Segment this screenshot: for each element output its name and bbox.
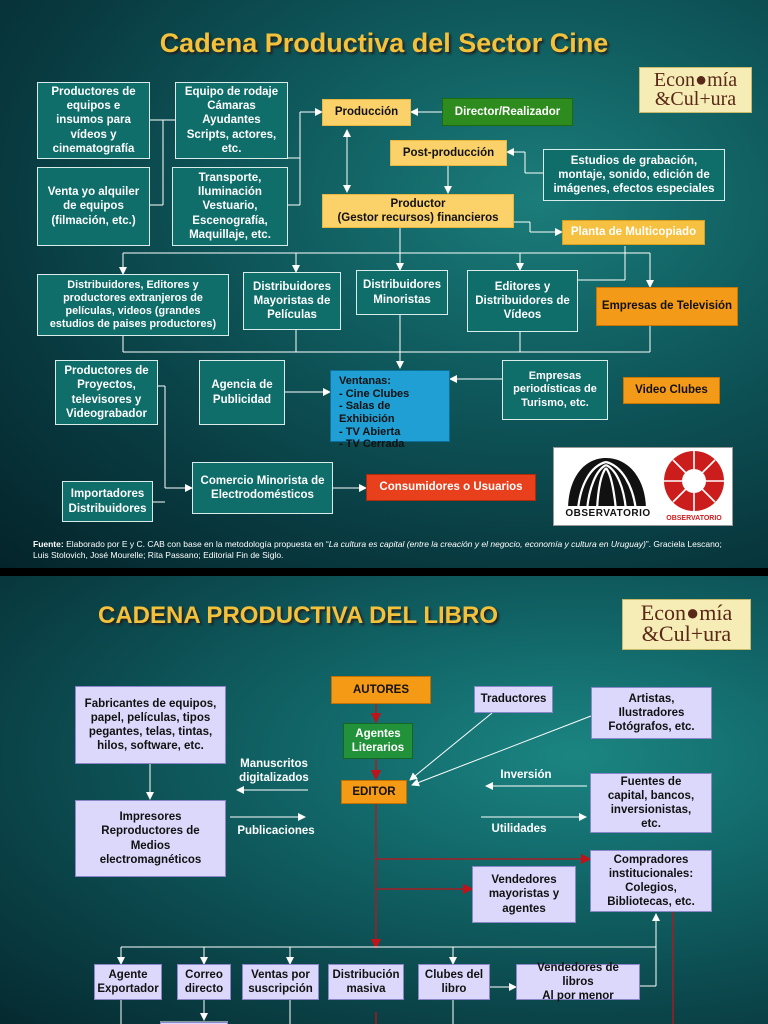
- box-autores: AUTORES: [331, 676, 431, 704]
- box-importadores: Importadores Distribuidores: [62, 481, 153, 522]
- box-director: Director/Realizador: [442, 98, 573, 126]
- box-empresas-television: Empresas de Televisión: [596, 287, 738, 326]
- box-distribucion-masiva: Distribución masiva: [328, 964, 404, 1000]
- label-publicaciones: Publicaciones: [237, 825, 315, 837]
- box-produccion: Producción: [322, 99, 411, 126]
- economia-cultura-logo: Econ●mía &Cul+ura: [639, 67, 752, 113]
- box-video-clubes: Video Clubes: [623, 377, 720, 404]
- box-ventas-suscripcion: Ventas por suscripción: [242, 964, 319, 1000]
- label-utilidades: Utilidades: [491, 823, 547, 835]
- box-agencia-publicidad: Agencia de Publicidad: [199, 360, 285, 425]
- box-venta-alquiler: Venta yo alquiler de equipos (filmación, etc.): [37, 167, 150, 246]
- observatorio-text-2: OBSERVATORIO: [666, 515, 722, 522]
- box-distribuidores-mayoristas: Distribuidores Mayoristas de Películas: [243, 272, 341, 330]
- observatorio-text: OBSERVATORIO: [565, 508, 651, 519]
- box-fabricantes: Fabricantes de equipos, papel, películas, tipos pegantes, telas, tintas, hilos, software, etc.: [75, 686, 226, 764]
- box-post-produccion: Post-producción: [390, 140, 507, 166]
- box-traductores: Traductores: [474, 686, 553, 713]
- label-inversion: Inversión: [500, 769, 552, 781]
- box-impresores: Impresores Reproductores de Medios electromagnéticos: [75, 800, 226, 877]
- page-title: Cadena Productiva del Sector Cine: [159, 28, 609, 58]
- box-consumidores: Consumidores o Usuarios: [366, 474, 536, 501]
- box-transporte: Transporte, Iluminación Vestuario, Escenografía, Maquillaje, etc.: [172, 167, 288, 246]
- observatorio-emblem-icon: [554, 448, 732, 525]
- box-correo-directo: Correo directo: [177, 964, 231, 1000]
- box-agente-exportador: Agente Exportador: [94, 964, 162, 1000]
- source-note: Fuente: Elaborado por E y C. CAB con base en la metodología propuesta en “La cultura es capital (entre la creación y el negocio, economía y cultura en Uruguay)”. Graciela Lescano; Luis Stolovich, José Mourelle; Rita Passano; Editorial Fin de Siglo.: [33, 539, 722, 561]
- box-vendedores-mayoristas: Vendedores mayoristas y agentes: [472, 866, 576, 923]
- economia-cultura-logo-2: Econ●mía &Cul+ura: [622, 599, 751, 650]
- box-vendedores-libros: Vendedores de libros Al por menor: [516, 964, 640, 1000]
- box-planta-multicopiado: Planta de Multicopiado: [562, 220, 705, 245]
- box-comercio-minorista: Comercio Minorista de Electrodomésticos: [192, 462, 333, 514]
- box-productores-proyectos: Productores de Proyectos, televisores y Videograbador: [55, 360, 158, 425]
- box-artistas: Artistas, Ilustradores Fotógrafos, etc.: [591, 687, 712, 739]
- box-compradores: Compradores institucionales: Colegios, Bibliotecas, etc.: [590, 850, 712, 912]
- box-editores-videos: Editores y Distribuidores de Vídeos: [467, 270, 578, 332]
- slide2-title: CADENA PRODUCTIVA DEL LIBRO: [97, 602, 498, 629]
- box-estudios: Estudios de grabación, montaje, sonido, edición de imágenes, efectos especiales: [543, 149, 725, 201]
- box-distribuidores-minoristas: Distribuidores Minoristas: [356, 270, 448, 315]
- box-agentes-literarios: Agentes Literarios: [343, 723, 413, 759]
- observatorio-logo: [553, 447, 733, 526]
- box-equipo-rodaje: Equipo de rodaje Cámaras Ayudantes Scripts, actores, etc.: [175, 82, 288, 159]
- box-distribuidores-extranjeros: Distribuidores, Editores y productores extranjeros de películas, videos (grandes estudios de paises productores): [37, 274, 229, 336]
- box-productores-equipos: Productores de equipos e insumos para vídeos y cinematografía: [37, 82, 150, 159]
- label-manuscritos: Manuscritos digitalizados: [239, 758, 309, 785]
- box-clubes-libro: Clubes del libro: [418, 964, 490, 1000]
- slide-separator: [0, 568, 768, 576]
- box-empresas-turismo: Empresas periodísticas de Turismo, etc.: [502, 360, 608, 420]
- slide-libro: [0, 576, 768, 1024]
- box-ventanas: Ventanas: - Cine Clubes - Salas de Exhibición - TV Abierta - TV Cerrada: [330, 370, 450, 442]
- box-productor: Productor (Gestor recursos) financieros: [322, 194, 514, 228]
- box-fuentes-capital: Fuentes de capital, bancos, inversionistas, etc.: [590, 773, 712, 833]
- box-editor: EDITOR: [341, 780, 407, 804]
